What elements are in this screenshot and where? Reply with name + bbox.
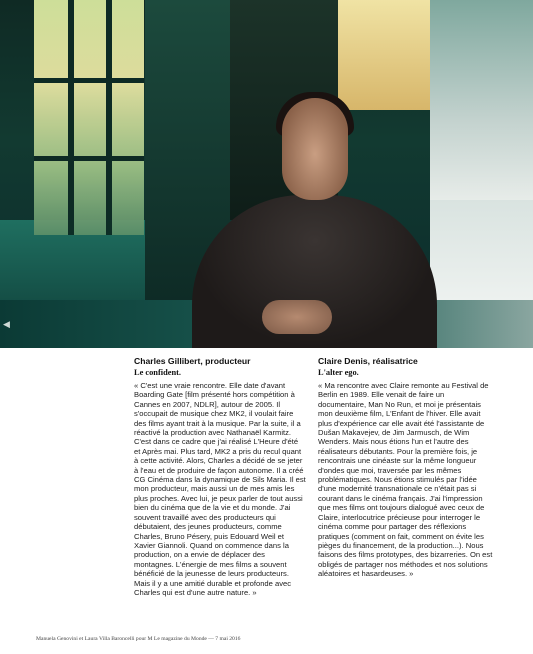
interview-text [134,381,306,597]
person-role-subtitle: Le confident. [134,368,181,377]
column-left [134,356,306,597]
interview-text [318,381,494,579]
person-hands [262,300,332,334]
window-right [430,0,533,200]
window-middle [338,0,430,110]
column-right [318,356,494,579]
window-left [34,0,144,235]
paragraph: « C'est une vraie rencontre. Elle date d'avant Boarding Gate [film présenté hors compétition à Cannes en 2007, NDLR], autour de 2005. Il s'occupait de musique chez MK2, il voulait faire des films ayant trait à la musique. Par la suite, il a réactivé la production avec Nathanaël Karmitz. C'est dans ce cadre que j'ai réalisé L'Heure d'été et Après mai. Plus tard, MK2 a pris du recul quant à cette activité. Alors, Charles a décidé de se jeter à l'eau et de produire de façon autonome. Il a créé CG Cinéma dans la dynamique de Sils Maria. Il est mon producteur, mais aussi un de mes amis les plus proches. Avec lui, je peux parler de tout aussi bien du cinéma que de la vie et du monde. J'ai souvent travaillé avec des producteurs qui débutaient, des jeunes producteurs, comme Charles, Bruno Pésery, puis Edouard Weil et Xavier Giannoli. Quand on commence dans la production, on a envie de déplacer des montagnes. L'énergie de mes films a souvent bénéficié de la jeunesse de leurs producteurs. Mais il y a une amitié durable et profonde avec Charles qui est d'une autre nature. » [134,381,306,597]
photo-credit: Manuela Genovini et Laura Villa Baroncelli pour M Le magazine du Monde — 7 mai 2016 [36,636,241,642]
person-face [282,98,348,200]
person-name: Claire Denis, réalisatrice [318,356,418,366]
person-role-subtitle: L'alter ego. [318,368,359,377]
paragraph: « Ma rencontre avec Claire remonte au Festival de Berlin en 1989. Elle venait de faire un documentaire, Man No Run, et moi je présentais mon deuxième film, L'Enfant de l'hiver. Elle avait plus d'expérience car elle avait été l'assistante de Dušan Makavejev, de Jim Jarmusch, de Wim Wenders. Mais nous étions l'un et l'autre des réalisateurs débutants. Pour la première fois, je rencontrais une cinéaste sur la même longueur d'ondes que moi, traversée par les mêmes problématiques. Nous étions stimulés par l'idée d'une modernité transnationale ce n'était pas si courant dans le cinéma français. J'ai l'impression que mes films ont toujours dialogué avec ceux de Claire, interlocutrice précieuse pour interroger le cinéma comme pour partager des réflexions pratiques (comment on fait, comment on évite les pièges du financement, de la production...). Nous faisons des films prototypes, des bizarreries. On est obligés de partager nos méthodes et nos solutions aléatoires et hasardeuses. » [318,381,493,579]
previous-arrow-icon[interactable]: ◀ [3,320,10,330]
person-name: Charles Gillibert, producteur [134,356,251,366]
